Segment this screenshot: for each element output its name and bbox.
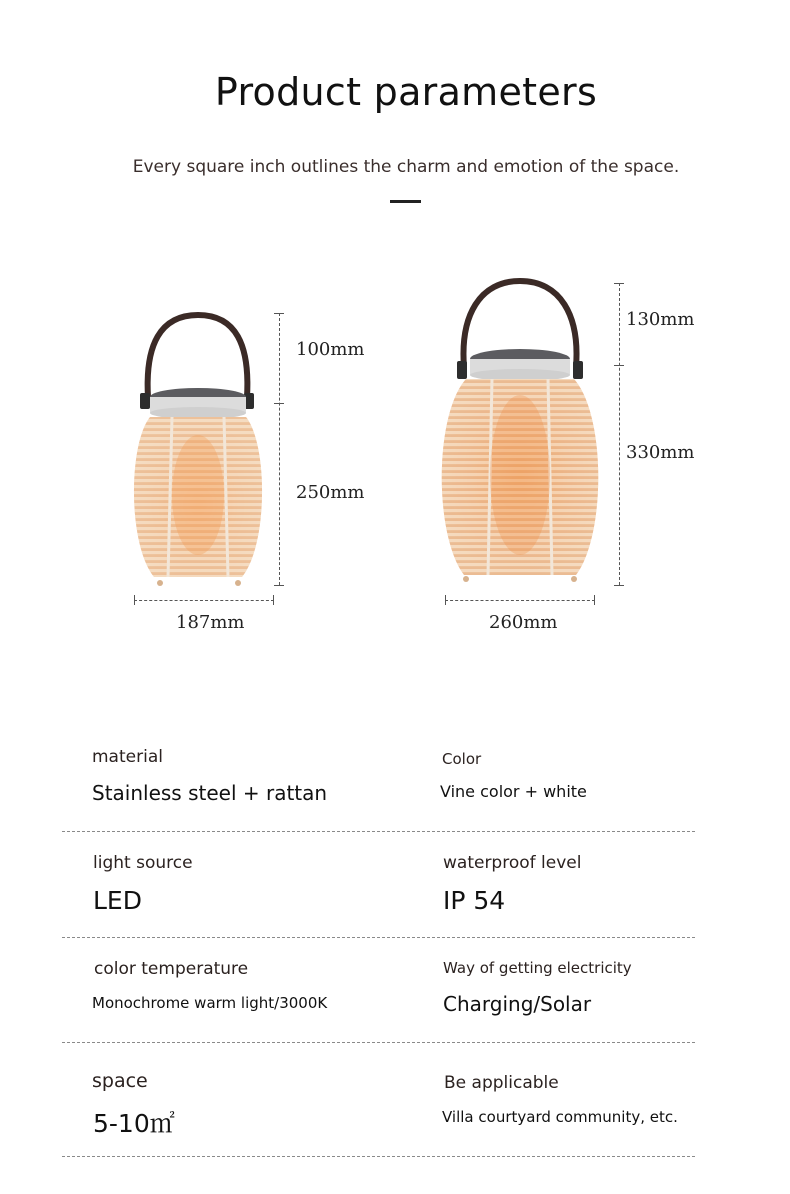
large-width-dimension-line — [445, 600, 595, 601]
param-value-color: Vine color + white — [440, 782, 587, 801]
large-handle-height-label: 130mm — [626, 309, 695, 330]
page-title: Product parameters — [214, 70, 598, 114]
param-label-color-temperature: color temperature — [94, 959, 249, 979]
row-divider — [62, 831, 695, 832]
small-width-label: 187mm — [176, 612, 245, 633]
param-value-color-temperature: Monochrome warm light/3000K — [92, 994, 328, 1012]
dimension-tick — [274, 403, 284, 404]
large-width-label: 260mm — [489, 612, 558, 633]
dimension-tick — [614, 585, 624, 586]
param-label-light-source: light source — [93, 853, 193, 873]
param-value-space: 5-10㎡ — [93, 1109, 175, 1138]
page-subtitle: Every square inch outlines the charm and emotion of the space. — [132, 157, 680, 177]
row-divider — [62, 1156, 695, 1157]
param-value-electricity: Charging/Solar — [443, 992, 592, 1016]
param-value-applicable: Villa courtyard community, etc. — [442, 1108, 678, 1126]
small-body-height-label: 250mm — [296, 482, 365, 503]
title-divider — [390, 200, 421, 203]
param-label-material: material — [92, 747, 163, 767]
param-label-waterproof: waterproof level — [443, 853, 582, 873]
row-divider — [62, 1042, 695, 1043]
small-handle-height-label: 100mm — [296, 339, 365, 360]
dimension-tick — [594, 595, 595, 605]
param-label-color: Color — [442, 750, 482, 768]
large-body-height-label: 330mm — [626, 442, 695, 463]
dimension-tick — [273, 595, 274, 605]
large-height-dimension-line — [619, 283, 620, 585]
param-label-space: space — [92, 1070, 148, 1092]
dimension-tick — [445, 595, 446, 605]
small-height-dimension-line — [279, 313, 280, 585]
param-label-electricity: Way of getting electricity — [443, 959, 632, 977]
param-value-waterproof: IP 54 — [443, 886, 506, 915]
param-value-light-source: LED — [93, 886, 142, 915]
dimension-tick — [274, 585, 284, 586]
large-lantern-image — [430, 275, 610, 595]
row-divider — [62, 937, 695, 938]
small-width-dimension-line — [134, 600, 274, 601]
dimension-tick — [134, 595, 135, 605]
dimension-tick — [614, 365, 624, 366]
dimension-tick — [614, 283, 624, 284]
param-value-material: Stainless steel + rattan — [92, 781, 328, 805]
param-label-applicable: Be applicable — [444, 1073, 559, 1093]
small-lantern-image — [120, 305, 280, 595]
dimension-tick — [274, 313, 284, 314]
